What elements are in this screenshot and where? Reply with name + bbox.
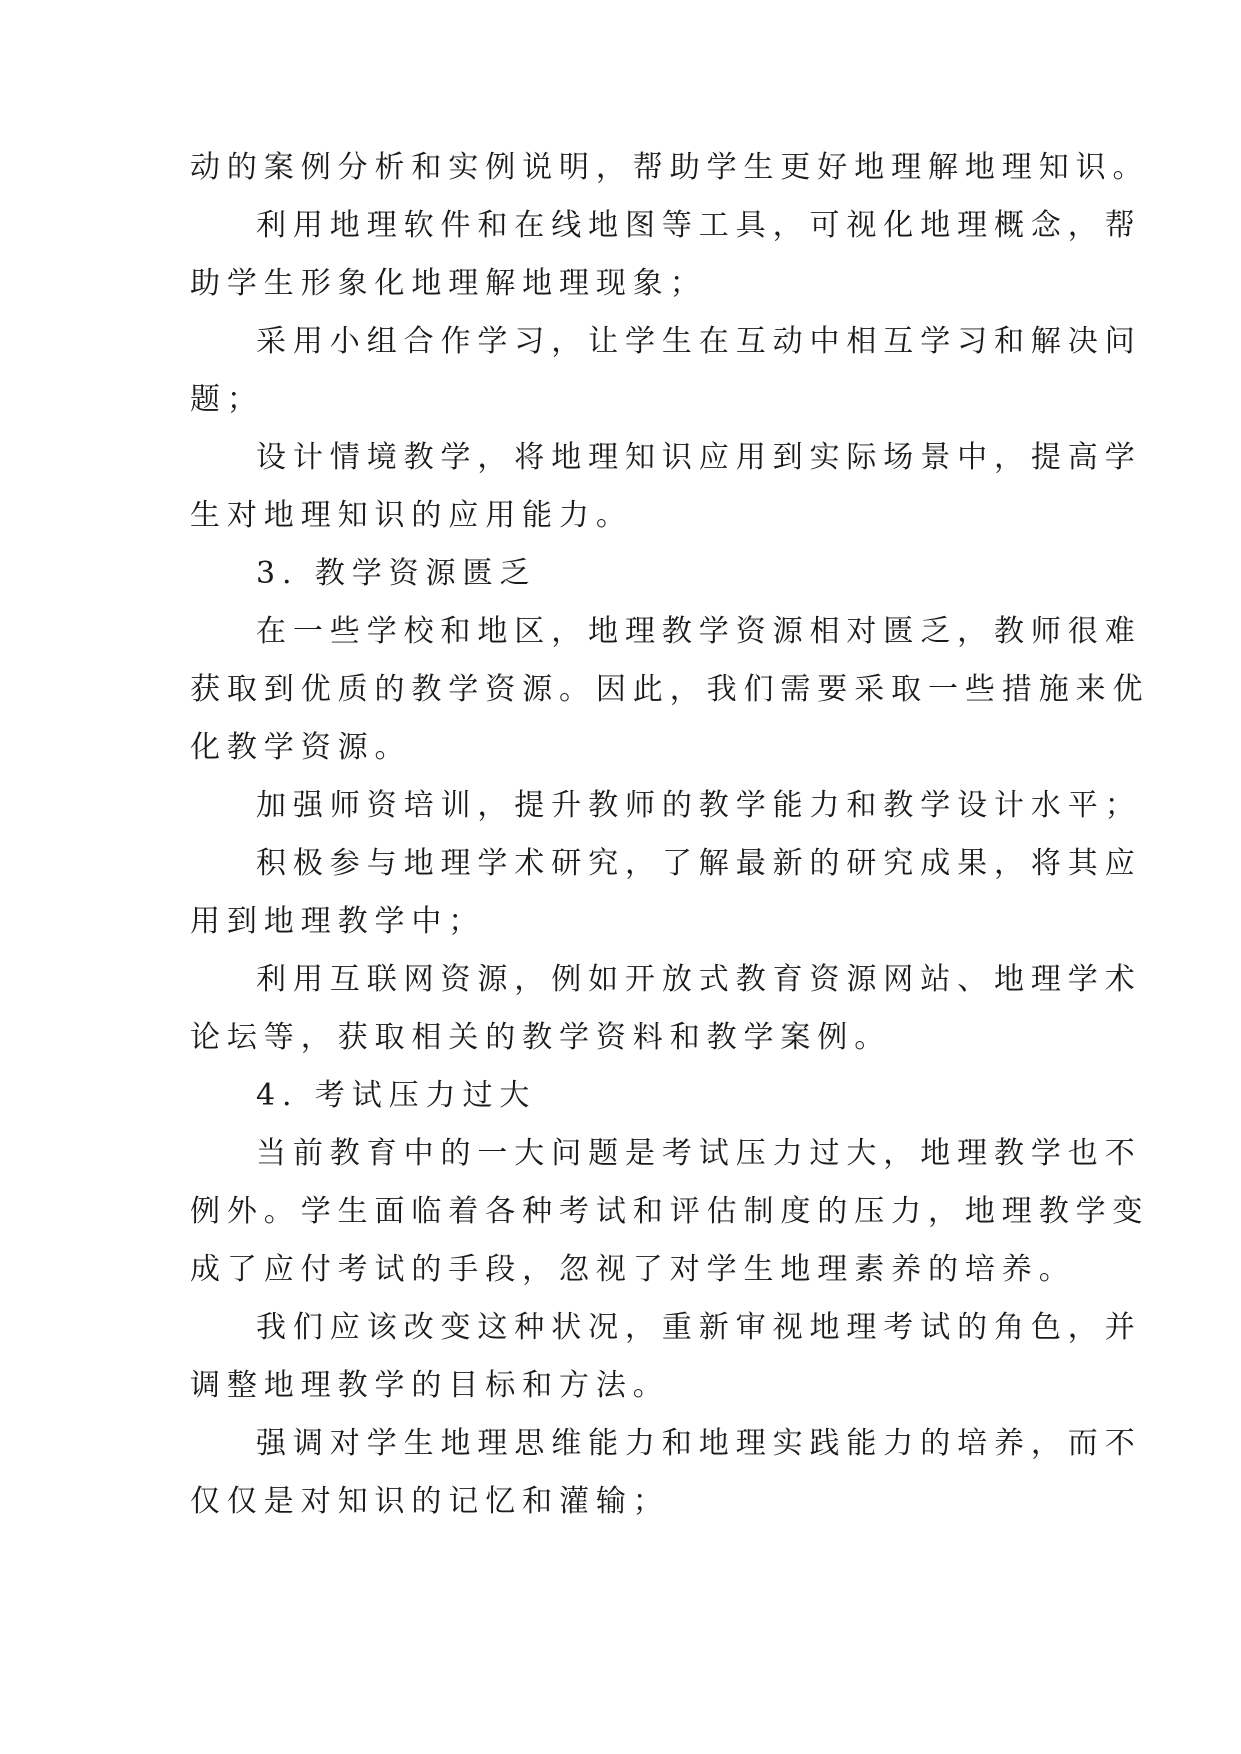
paragraph-start: 强调对学生地理思维能力和地理实践能力的培养，而不 (256, 1426, 1142, 1461)
text-line: 题； (190, 382, 264, 417)
paragraph-start: 利用互联网资源，例如开放式教育资源网站、地理学术 (256, 962, 1142, 997)
paragraph-start: 利用地理软件和在线地图等工具，可视化地理概念，帮 (256, 208, 1142, 243)
text-line: 生对地理知识的应用能力。 (190, 498, 633, 533)
text-line: 获取到优质的教学资源。因此，我们需要采取一些措施来优 (190, 672, 1150, 707)
text-line: 动的案例分析和实例说明，帮助学生更好地理解地理知识。 (190, 150, 1150, 185)
text-line: 例外。学生面临着各种考试和评估制度的压力，地理教学变 (190, 1194, 1150, 1229)
paragraph-start: 我们应该改变这种状况，重新审视地理考试的角色，并 (256, 1310, 1142, 1345)
section-heading: 4. 考试压力过大 (256, 1078, 537, 1113)
section-heading: 3. 教学资源匮乏 (256, 556, 537, 591)
text-line: 化教学资源。 (190, 730, 412, 765)
paragraph-start: 当前教育中的一大问题是考试压力过大，地理教学也不 (256, 1136, 1142, 1171)
paragraph-start: 加强师资培训，提升教师的教学能力和教学设计水平； (256, 788, 1142, 823)
text-line: 调整地理教学的目标和方法。 (190, 1368, 670, 1403)
text-line: 用到地理教学中； (190, 904, 486, 939)
text-line: 论坛等，获取相关的教学资料和教学案例。 (190, 1020, 892, 1055)
paragraph-start: 采用小组合作学习，让学生在互动中相互学习和解决问 (256, 324, 1142, 359)
text-line: 助学生形象化地理解地理现象； (190, 266, 707, 301)
paragraph-start: 在一些学校和地区，地理教学资源相对匮乏，教师很难 (256, 614, 1142, 649)
paragraph-start: 积极参与地理学术研究，了解最新的研究成果，将其应 (256, 846, 1142, 881)
text-line: 成了应付考试的手段，忽视了对学生地理素养的培养。 (190, 1252, 1076, 1287)
paragraph-start: 设计情境教学，将地理知识应用到实际场景中，提高学 (256, 440, 1142, 475)
text-line: 仅仅是对知识的记忆和灌输； (190, 1484, 670, 1519)
